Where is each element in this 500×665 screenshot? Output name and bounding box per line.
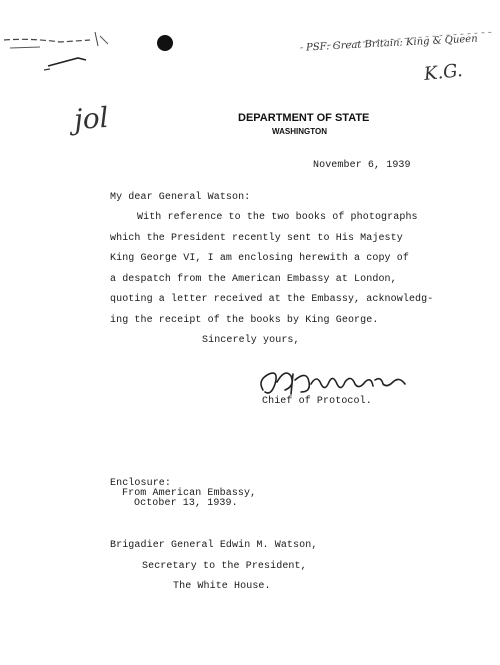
body-line: King George VI, I am enclosing herewith a copy of <box>110 253 409 264</box>
closing: Sincerely yours, <box>202 335 300 346</box>
body-line: ing the receipt of the books by King George. <box>110 315 379 326</box>
signature-title: Chief of Protocol. <box>262 396 372 407</box>
letterhead-city: WASHINGTON <box>272 127 327 136</box>
file-annotation: PSF: Great Britain: King & Queen <box>305 33 478 54</box>
letterhead-department: DEPARTMENT OF STATE <box>238 112 370 124</box>
punch-hole-icon <box>157 35 173 51</box>
annotation-underline <box>300 28 500 53</box>
pen-scribble-marks <box>0 0 130 80</box>
body-line: which the President recently sent to His Majesty <box>110 233 403 244</box>
body-line: a despatch from the American Embassy at London, <box>110 274 397 285</box>
salutation: My dear General Watson: <box>110 192 251 203</box>
address-line: Secretary to the President, <box>142 561 307 572</box>
address-line: Brigadier General Edwin M. Watson, <box>110 540 318 551</box>
enclosure-label: Enclosure: <box>110 478 172 489</box>
enclosure-line: From American Embassy, <box>122 488 257 499</box>
letter-date: November 6, 1939 <box>313 160 411 171</box>
body-line: quoting a letter received at the Embassy, acknowledg- <box>110 294 434 305</box>
initials-right: K.G. <box>423 60 464 85</box>
address-line: The White House. <box>173 581 271 592</box>
initials-left: jol <box>72 100 110 137</box>
body-line: With reference to the two books of photographs <box>137 212 418 223</box>
enclosure-line: October 13, 1939. <box>134 498 238 509</box>
